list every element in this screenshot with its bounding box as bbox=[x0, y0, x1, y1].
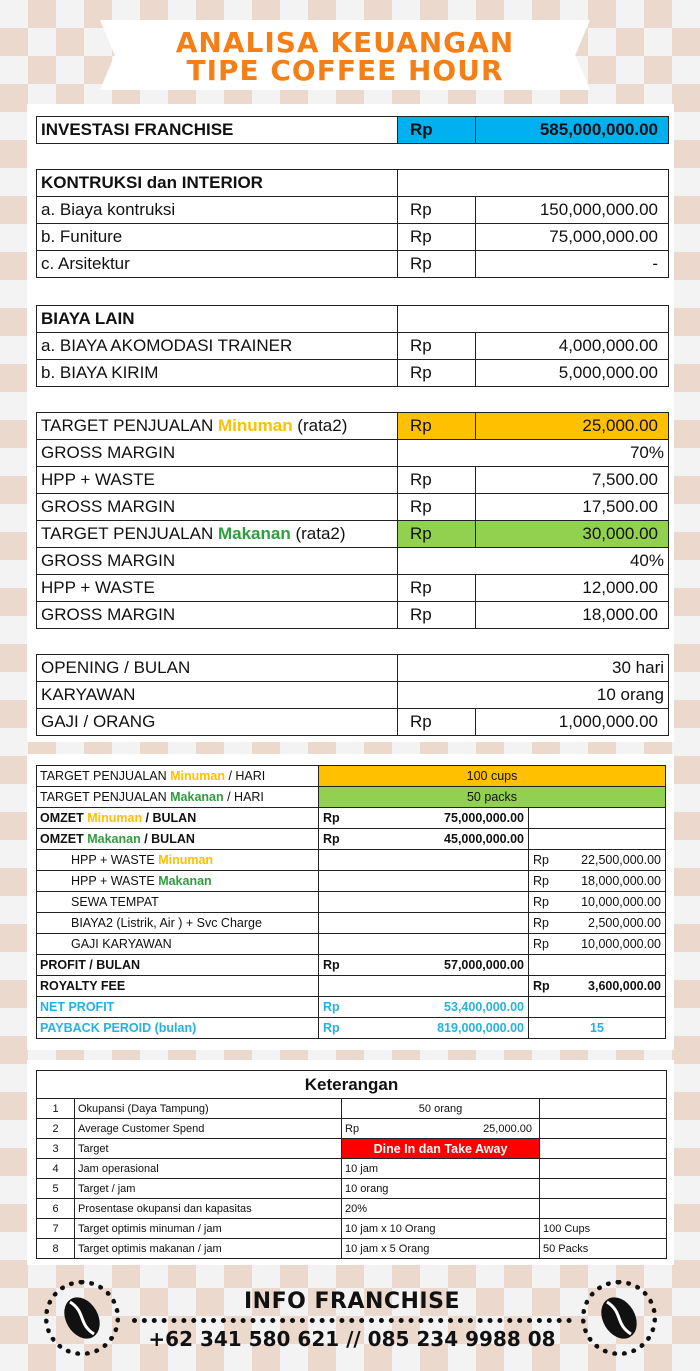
row-value: 1,000,000.00 bbox=[476, 709, 669, 736]
target-minuman-value: 25,000.00 bbox=[476, 413, 669, 440]
row-desc: Target / jam bbox=[75, 1179, 342, 1199]
table-row bbox=[37, 1119, 667, 1139]
target-minuman-label: TARGET PENJUALAN Minuman (rata2) bbox=[37, 413, 398, 440]
row-value: 7,500.00 bbox=[476, 467, 669, 494]
row-value: Rp 57,000,000.00 bbox=[319, 955, 529, 976]
row-value: 5,000,000.00 bbox=[476, 360, 669, 387]
row-value: Rp 3,600,000.00 bbox=[529, 976, 666, 997]
target-table bbox=[36, 412, 669, 629]
row-value: 10 jam bbox=[342, 1159, 540, 1179]
row-currency: Rp bbox=[398, 467, 476, 494]
row-value: 10 jam x 10 Orang bbox=[342, 1219, 540, 1239]
konstruksi-heading: KONTRUKSI dan INTERIOR bbox=[37, 170, 398, 197]
row-extra: 100 Cups bbox=[540, 1219, 667, 1239]
row-value: Rp 18,000,000.00 bbox=[529, 871, 666, 892]
table-row bbox=[37, 655, 669, 682]
coffee-bean-icon bbox=[44, 1280, 120, 1356]
table-row bbox=[37, 1239, 667, 1259]
operasional-table bbox=[36, 654, 669, 736]
monthly-table bbox=[36, 765, 666, 1039]
table-row bbox=[37, 440, 669, 467]
row-label: HPP + WASTE bbox=[37, 575, 398, 602]
row-label: GAJI / ORANG bbox=[37, 709, 398, 736]
table-row bbox=[37, 197, 669, 224]
table-row bbox=[37, 934, 666, 955]
row-currency: Rp bbox=[398, 197, 476, 224]
row-extra bbox=[540, 1099, 667, 1119]
row-value: 40% bbox=[398, 548, 669, 575]
table-row bbox=[37, 1179, 667, 1199]
table-row bbox=[37, 224, 669, 251]
table-row bbox=[37, 170, 669, 197]
table-row bbox=[37, 682, 669, 709]
table-row bbox=[37, 1018, 666, 1039]
table-row bbox=[37, 997, 666, 1018]
row-value: Rp 75,000,000.00 bbox=[319, 808, 529, 829]
net-profit-value: Rp 53,400,000.00 bbox=[319, 997, 529, 1018]
table-row bbox=[37, 913, 666, 934]
row-value: 4,000,000.00 bbox=[476, 333, 669, 360]
row-desc: Target bbox=[75, 1139, 342, 1159]
row-extra: 50 Packs bbox=[540, 1239, 667, 1259]
net-profit-label: NET PROFIT bbox=[37, 997, 319, 1018]
konstruksi-table bbox=[36, 169, 669, 278]
row-number: 6 bbox=[37, 1199, 75, 1219]
row-value: 30 hari bbox=[398, 655, 669, 682]
table-row bbox=[37, 1159, 667, 1179]
row-label: OPENING / BULAN bbox=[37, 655, 398, 682]
table-row bbox=[37, 1219, 667, 1239]
row-value: - bbox=[476, 251, 669, 278]
table-row bbox=[37, 1199, 667, 1219]
page-title-line1: ANALISA KEUANGAN bbox=[175, 26, 515, 59]
row-number: 2 bbox=[37, 1119, 75, 1139]
row-number: 3 bbox=[37, 1139, 75, 1159]
row-currency: Rp bbox=[398, 709, 476, 736]
table-row bbox=[37, 892, 666, 913]
table-row bbox=[37, 467, 669, 494]
table-row bbox=[37, 251, 669, 278]
row-value: 75,000,000.00 bbox=[476, 224, 669, 251]
row-label: b. BIAYA KIRIM bbox=[37, 360, 398, 387]
row-desc: Prosentase okupansi dan kapasitas bbox=[75, 1199, 342, 1219]
table-row bbox=[37, 976, 666, 997]
table-row bbox=[37, 521, 669, 548]
row-label: GROSS MARGIN bbox=[37, 602, 398, 629]
row-desc: Okupansi (Daya Tampung) bbox=[75, 1099, 342, 1119]
row-extra bbox=[540, 1139, 667, 1159]
table-row bbox=[37, 548, 669, 575]
row-value: Rp 10,000,000.00 bbox=[529, 934, 666, 955]
row-extra bbox=[540, 1119, 667, 1139]
row-desc: Jam operasional bbox=[75, 1159, 342, 1179]
row-label: BIAYA2 (Listrik, Air ) + Svc Charge bbox=[37, 913, 319, 934]
dotted-divider bbox=[132, 1318, 572, 1323]
row-value: 70% bbox=[398, 440, 669, 467]
table-row bbox=[37, 360, 669, 387]
investasi-currency: Rp bbox=[398, 117, 476, 144]
table-header bbox=[37, 1071, 667, 1099]
table-row bbox=[37, 333, 669, 360]
keterangan-heading: Keterangan bbox=[37, 1071, 667, 1099]
row-extra bbox=[540, 1159, 667, 1179]
row-label: ROYALTY FEE bbox=[37, 976, 319, 997]
payback-label: PAYBACK PEROID (bulan) bbox=[37, 1018, 319, 1039]
table-row bbox=[37, 850, 666, 871]
row-label: HPP + WASTE Minuman bbox=[37, 850, 319, 871]
row-value: Rp 45,000,000.00 bbox=[319, 829, 529, 850]
row-value: Rp 22,500,000.00 bbox=[529, 850, 666, 871]
page-title-line2: TIPE COFFEE HOUR bbox=[186, 54, 504, 87]
row-label: PROFIT / BULAN bbox=[37, 955, 319, 976]
row-value: 100 cups bbox=[319, 766, 666, 787]
row-number: 4 bbox=[37, 1159, 75, 1179]
row-label: HPP + WASTE Makanan bbox=[37, 871, 319, 892]
row-value: 50 orang bbox=[342, 1099, 540, 1119]
row-value-highlight: Dine In dan Take Away bbox=[342, 1139, 540, 1159]
row-label: TARGET PENJUALAN Minuman / HARI bbox=[37, 766, 319, 787]
payback-months: 15 bbox=[529, 1018, 666, 1039]
table-row bbox=[37, 955, 666, 976]
row-value: 18,000.00 bbox=[476, 602, 669, 629]
contact-phones: +62 341 580 621 // 085 234 9988 08 bbox=[148, 1327, 556, 1351]
row-label: GROSS MARGIN bbox=[37, 440, 398, 467]
keterangan-table bbox=[36, 1070, 667, 1259]
target-makanan-currency: Rp bbox=[398, 521, 476, 548]
row-label: SEWA TEMPAT bbox=[37, 892, 319, 913]
table-row bbox=[37, 871, 666, 892]
row-number: 5 bbox=[37, 1179, 75, 1199]
row-label: GROSS MARGIN bbox=[37, 494, 398, 521]
table-row bbox=[37, 413, 669, 440]
row-number: 7 bbox=[37, 1219, 75, 1239]
row-currency: Rp bbox=[398, 494, 476, 521]
table-row bbox=[37, 829, 666, 850]
row-extra bbox=[540, 1179, 667, 1199]
row-value: 150,000,000.00 bbox=[476, 197, 669, 224]
row-value: Rp 2,500,000.00 bbox=[529, 913, 666, 934]
biaya-lain-heading: BIAYA LAIN bbox=[37, 306, 398, 333]
row-value: Rp 10,000,000.00 bbox=[529, 892, 666, 913]
row-value: 10 jam x 5 Orang bbox=[342, 1239, 540, 1259]
row-currency: Rp bbox=[398, 224, 476, 251]
row-value: 12,000.00 bbox=[476, 575, 669, 602]
row-currency: Rp bbox=[398, 251, 476, 278]
row-desc: Average Customer Spend bbox=[75, 1119, 342, 1139]
row-label: OMZET Makanan / BULAN bbox=[37, 829, 319, 850]
row-label: GROSS MARGIN bbox=[37, 548, 398, 575]
row-number: 1 bbox=[37, 1099, 75, 1119]
investasi-table bbox=[36, 116, 669, 144]
payback-value: Rp 819,000,000.00 bbox=[319, 1018, 529, 1039]
row-desc: Target optimis minuman / jam bbox=[75, 1219, 342, 1239]
row-label: TARGET PENJUALAN Makanan / HARI bbox=[37, 787, 319, 808]
table-row bbox=[37, 766, 666, 787]
table-row bbox=[37, 808, 666, 829]
investasi-value: 585,000,000.00 bbox=[476, 117, 669, 144]
row-currency: Rp bbox=[398, 602, 476, 629]
coffee-bean-icon bbox=[581, 1280, 657, 1356]
table-row bbox=[37, 787, 666, 808]
table-row bbox=[37, 1139, 667, 1159]
row-value: Rp 25,000.00 bbox=[342, 1119, 540, 1139]
row-label: OMZET Minuman / BULAN bbox=[37, 808, 319, 829]
row-currency: Rp bbox=[398, 333, 476, 360]
row-desc: Target optimis makanan / jam bbox=[75, 1239, 342, 1259]
row-label: b. Funiture bbox=[37, 224, 398, 251]
table-row bbox=[37, 1099, 667, 1119]
table-row bbox=[37, 709, 669, 736]
target-makanan-value: 30,000.00 bbox=[476, 521, 669, 548]
row-value: 20% bbox=[342, 1199, 540, 1219]
row-value: 10 orang bbox=[342, 1179, 540, 1199]
row-number: 8 bbox=[37, 1239, 75, 1259]
row-value: 17,500.00 bbox=[476, 494, 669, 521]
target-makanan-label: TARGET PENJUALAN Makanan (rata2) bbox=[37, 521, 398, 548]
row-label: GAJI KARYAWAN bbox=[37, 934, 319, 955]
target-minuman-currency: Rp bbox=[398, 413, 476, 440]
table-row bbox=[37, 575, 669, 602]
row-currency: Rp bbox=[398, 360, 476, 387]
row-label: KARYAWAN bbox=[37, 682, 398, 709]
row-label: a. Biaya kontruksi bbox=[37, 197, 398, 224]
row-extra bbox=[540, 1199, 667, 1219]
row-value: 10 orang bbox=[398, 682, 669, 709]
info-franchise-title: INFO FRANCHISE bbox=[243, 1289, 460, 1314]
table-row bbox=[37, 306, 669, 333]
biaya-lain-table bbox=[36, 305, 669, 387]
table-row bbox=[37, 494, 669, 521]
row-value: 50 packs bbox=[319, 787, 666, 808]
row-label: a. BIAYA AKOMODASI TRAINER bbox=[37, 333, 398, 360]
row-label: c. Arsitektur bbox=[37, 251, 398, 278]
table-row bbox=[37, 117, 669, 144]
investasi-label: INVESTASI FRANCHISE bbox=[37, 117, 398, 144]
table-row bbox=[37, 602, 669, 629]
row-currency: Rp bbox=[398, 575, 476, 602]
row-label: HPP + WASTE bbox=[37, 467, 398, 494]
